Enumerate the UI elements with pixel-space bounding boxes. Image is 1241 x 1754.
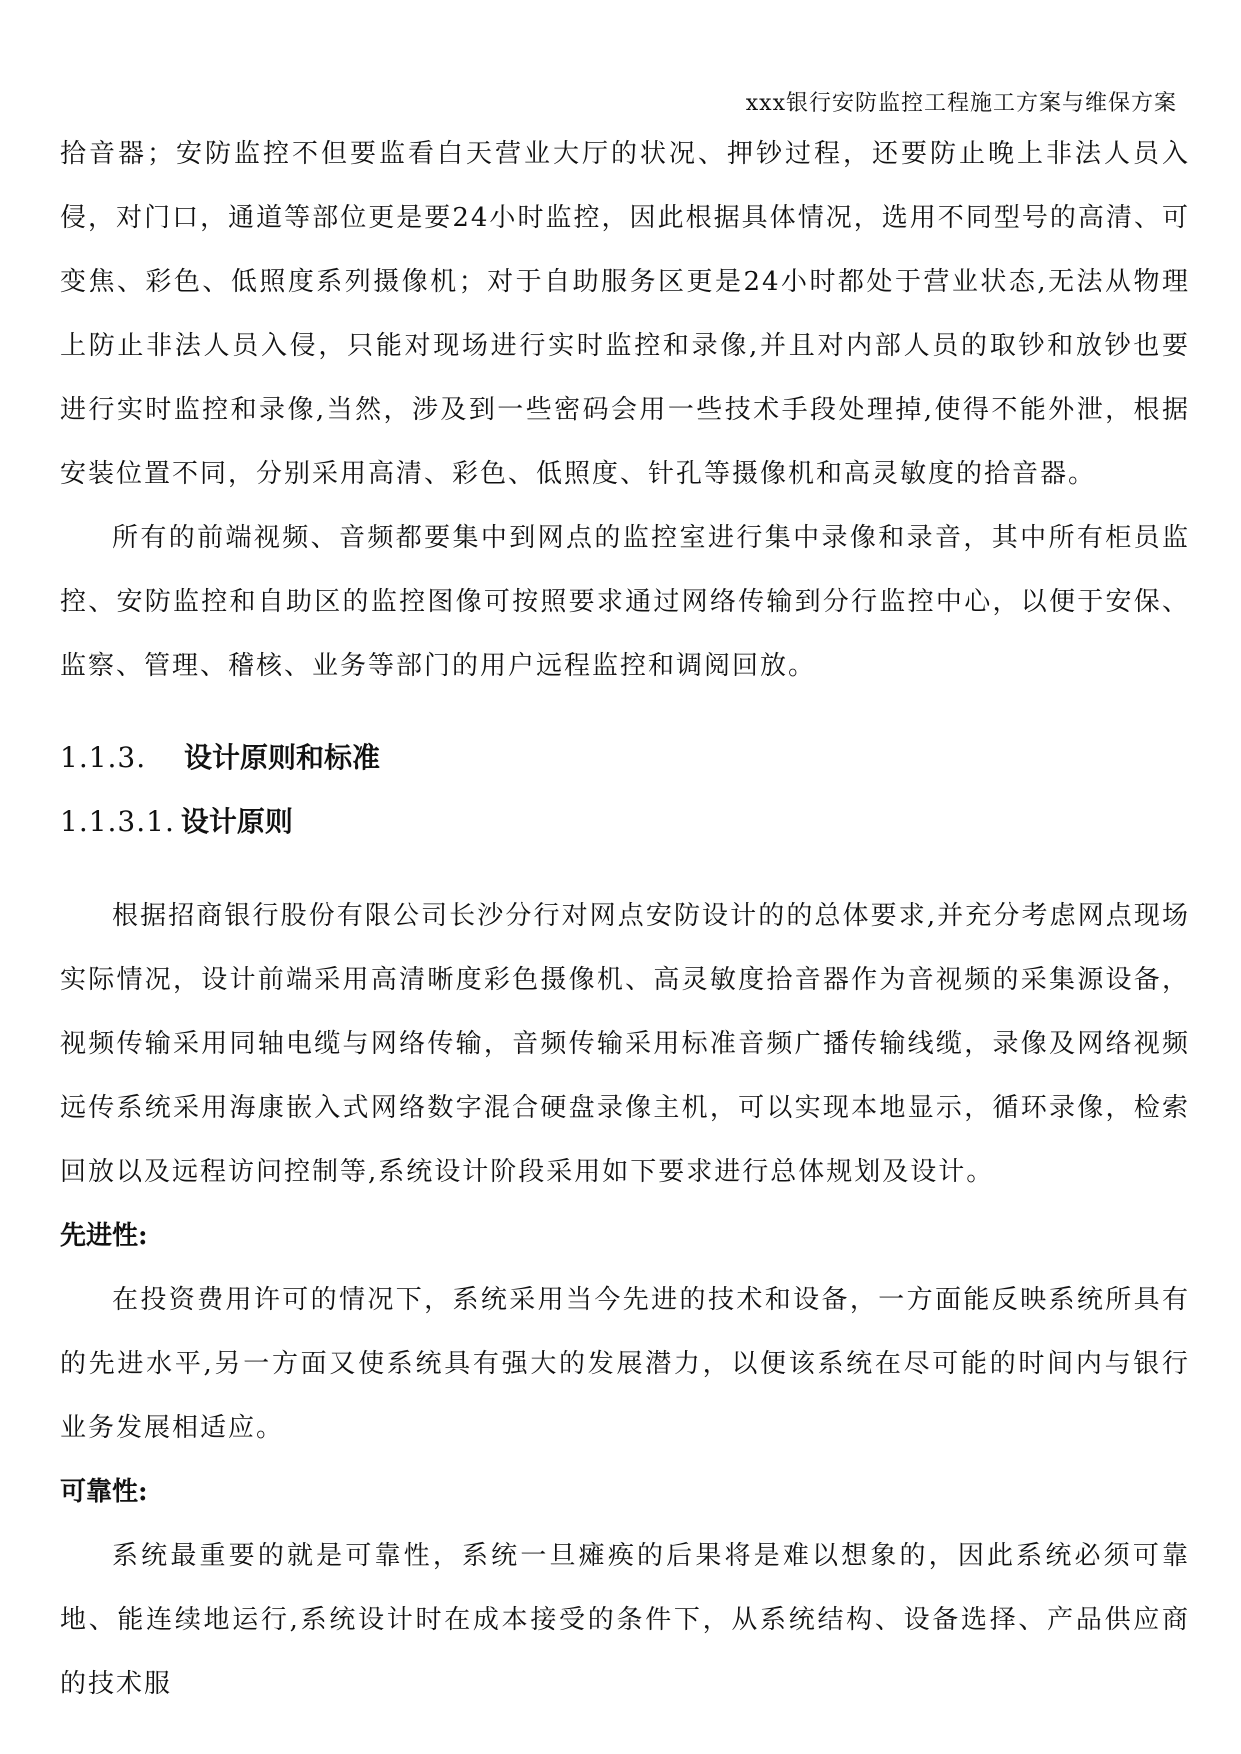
subsection-heading	[60, 790, 1190, 854]
document-body	[60, 122, 1190, 1716]
subsection-title: 设计原则	[180, 805, 293, 838]
subsection-number: 1.1.3.1.	[60, 805, 175, 838]
section-heading	[60, 726, 1190, 790]
section-title: 设计原则和标准	[184, 741, 381, 774]
paragraph: 根据招商银行股份有限公司长沙分行对网点安防设计的的总体要求,并充分考虑网点现场实际情况，设计前端采用高清晰度彩色摄像机、高灵敏度拾音器作为音视频的采集源设备，视频传输采用同轴电缆与网络传输，音频传输采用标准音频广播传输线缆，录像及网络视频远传系统采用海康嵌入式网络数字混合硬盘录像主机，可以实现本地显示，循环录像，检索回放以及远程访问控制等,系统设计阶段采用如下要求进行总体规划及设计。	[60, 901, 1190, 1187]
paragraph: 所有的前端视频、音频都要集中到网点的监控室进行集中录像和录音，其中所有柜员监控、安防监控和自助区的监控图像可按照要求通过网络传输到分行监控中心，以便于安保、监察、管理、稽核、业务等部门的用户远程监控和调阅回放。	[60, 523, 1190, 681]
page-header: xxx银行安防监控工程施工方案与维保方案	[745, 91, 1177, 116]
topic-label: 可靠性:	[60, 1477, 148, 1507]
paragraph: 系统最重要的就是可靠性，系统一旦瘫痪的后果将是难以想象的，因此系统必须可靠地、能连续地运行,系统设计时在成本接受的条件下，从系统结构、设备选择、产品供应商的技术服	[60, 1541, 1190, 1699]
topic-label: 先进性:	[60, 1221, 148, 1251]
section-number: 1.1.3.	[60, 741, 147, 774]
paragraph: 拾音器；安防监控不但要监看白天营业大厅的状况、押钞过程，还要防止晚上非法人员入侵，对门口，通道等部位更是要24小时监控，因此根据具体情况，选用不同型号的高清、可变焦、彩色、低照度系列摄像机；对于自助服务区更是24小时都处于营业状态,无法从物理上防止非法人员入侵，只能对现场进行实时监控和录像,并且对内部人员的取钞和放钞也要进行实时监控和录像,当然，涉及到一些密码会用一些技术手段处理掉,使得不能外泄，根据安装位置不同，分别采用高清、彩色、低照度、针孔等摄像机和高灵敏度的拾音器。	[60, 139, 1190, 489]
paragraph: 在投资费用许可的情况下，系统采用当今先进的技术和设备，一方面能反映系统所具有的先进水平,另一方面又使系统具有强大的发展潜力，以便该系统在尽可能的时间内与银行业务发展相适应。	[60, 1285, 1190, 1443]
